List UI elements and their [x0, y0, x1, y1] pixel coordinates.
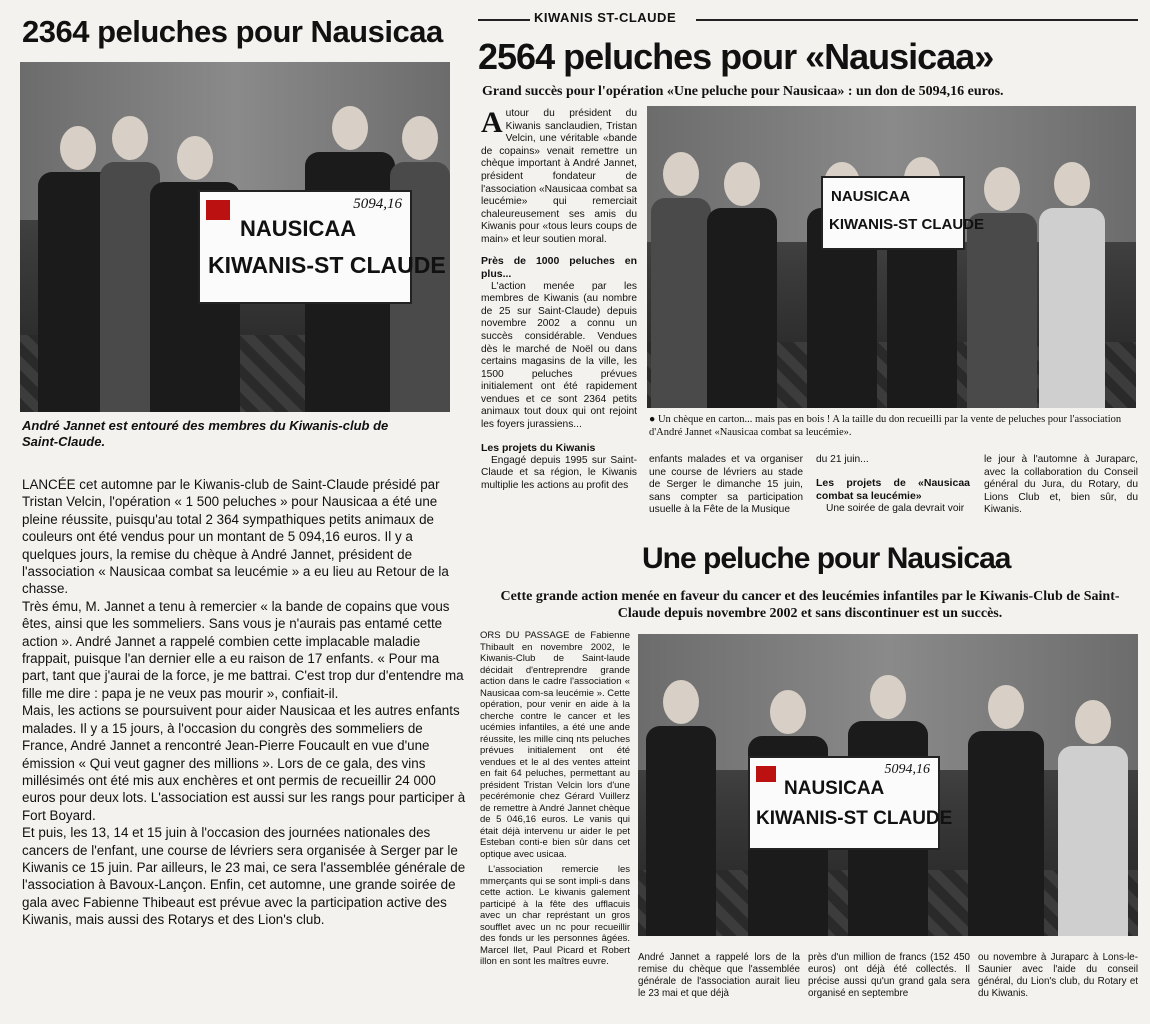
cheque-line1: NAUSICAA [240, 216, 357, 241]
left-photo [20, 62, 450, 412]
paragraph: Et puis, les 13, 14 et 15 juin à l'occasion des journées nationales des cancers de l'enfant, une course de lévriers sera organisée à Serger par le Kiwanis ce 15 juin. Par ailleurs, le 23 mai, ce sera l'assemblée générale de l'association à Bavoux-Lançon. Enfin, cet automne, une grande soirée de gala avec Fabienne Thibeaut est prévue avec la participation active des Kiwanis, mais aussi des Rotarys et des Lion's club. [22, 825, 466, 928]
left-article-title: 2364 peluches pour Nausicaa [22, 14, 443, 49]
paragraph: LANCÉE cet automne par le Kiwanis-club de Saint-Claude présidé par Tristan Velcin, l'opération « 1 500 peluches » pour Nausicaa a été une pleine réussite, puisqu'au total 2 364 sympathiques petits animaux de couleurs ont été vendus pour un montant de 5 094,16 euros. Il y a quelques jours, la remise du chèque à André Jannet, président de l'association « Nausicaa combat sa leucémie » a eu lieu au Retour de la chasse. [22, 477, 449, 597]
person-figure [646, 680, 716, 936]
bottom-caption-col2: près d'un million de francs (152 450 euros) ont déjà été collectés. Il précise aussi qu'un grand gala sera organisé en septembre [808, 952, 970, 999]
left-photo-caption: André Jannet est entouré des membres du Kiwanis-club de Saint-Claude. [22, 418, 389, 449]
bank-logo-icon [206, 200, 230, 220]
top-right-col3: du 21 juin... Les projets de «Nausicaa combat sa leucémie» Une soirée de gala devrait voir [816, 454, 970, 514]
kicker: KIWANIS ST-CLAUDE [534, 10, 677, 25]
top-right-col1: Autour du président du Kiwanis sanclaudien, Tristan Velcin, une véritable «bande de copains» venait remettre un chèque important à André Jannet, président fondateur de l'association «Nausicaa combat sa leucémie» qui remerciait chaleureusement ses amis du Kiwanis pour «tous leurs coups de main» et leur soutien moral. Près de 1000 peluches en plus... L'action menée par les membres de Kiwanis (au nombre de 25 sur Saint-Claude) depuis novembre 2002 a connu un succès considérable. Vendues dès le marché de Noël ou dans certains magasins de la ville, les 1500 peluches prévues initialement ont été rapidement vendues et ce sont 2364 petits animaux tout doux qui ont rejoint les foyers jurassiens... Les projets du Kiwanis Engagé depuis 1995 sur Saint-Claude et sa région, le Kiwanis multiplie les actions au profit des [481, 106, 637, 491]
paragraph: Très ému, M. Jannet a tenu à remercier « la bande de copains que vous êtes, ainsi que les sommeliers. Sans vous je n'aurais pas entamé cette action ». André Jannet a rappelé combien cette implacable maladie frappait, puisque l'an dernier elle a eu raison de 17 enfants. « Pour ma part, tant que j'aurai de la force, je me battrai. C'est trop dur d'entendre ma fille me dire : papa je ne veux pas mourir », confiait-il. [22, 598, 464, 701]
paragraph: Mais, les actions se poursuivent pour aider Nausicaa et les autres enfants malades. Il y a 15 jours, à l'occasion du congrès des sommeliers de France, André Jannet a rencontré Jean-Pierre Foucault en vue d'une émission « Qui veut gagner des millions ». Lors de ce gala, des vins millésimés ont été mis aux enchères et ont permis de recueillir 24 000 euros pour deux lots. L'association est aussi sur les rangs pour participer à Fort Boyard. [22, 703, 466, 823]
bottom-right-photo [638, 634, 1138, 936]
subheading: Les projets du Kiwanis [481, 441, 596, 454]
subheading: Près de 1000 peluches en plus... [481, 254, 637, 280]
bottom-right-text-column: ORS DU PASSAGE de Fabienne Thibault en novembre 2002, le Kiwanis-Club de Saint-laude décidait d'entreprendre grande action dans le cadre l'association « Nausicaa com-sa leucémie ». Cette opération, pour venir en aide à la cherche contre le cancer et les ucémies infantiles, a été une ande réussite, les mille cinq nts peluches prévues initialement ont été vendues et le al des ventes atteint en fait 64 peluches, permettant au président Tristan Velcin lors d'une pecérémonie chez Gérard Vuillerz de remettre à André Jannet chèque de 5 046,16 euros. Le vanis qui était déjà intervenu ur aider le pet Esteban conti-e bien sûr dans cet optique avec usicaa. L'association remercie les mmerçants qui se sont impli-s dans cette action. Le kiwanis galement participé à la fête des ufflacuis avec un char représtant un gros soufflet avec un nc pour recueillir des fonds ur les personnes âgées. Marcel llet, Paul Picard et Robert illon en sont les maîtres euvre. [480, 630, 630, 967]
top-right-col2: enfants malades et va organiser une course de lévriers au stade de Serger le dimanche 15 juin, sans compter sa participation usuelle à la Fête de la Musique [649, 454, 803, 516]
top-right-col4: le jour à l'automne à Juraparc, avec la collaboration du Conseil général du Jura, du Rotary, du Lions Club et, bien sûr, du Kiwanis. [984, 454, 1138, 516]
cheque-line1: NAUSICAA [831, 188, 911, 205]
bottom-caption-col3: ou novembre à Juraparc à Lons-le-Saunier avec l'aide du conseil général, du Lion's club, du Rotary et du Kiwanis. [978, 952, 1138, 999]
bank-logo-icon [756, 766, 776, 782]
kicker-rule [696, 19, 1138, 21]
cheque-amount: 5094,16 [884, 762, 930, 777]
cheque-board [748, 756, 953, 850]
person-figure [651, 152, 711, 408]
top-right-photo-caption: ● Un chèque en carton... mais pas en bois ! A la taille du don recueilli par la vente de peluches pour l'association d'André Jannet «Nausicaa combat sa leucémie». [649, 414, 1122, 438]
cheque-board [198, 190, 446, 304]
subheading: Les projets de «Nausicaa combat sa leucémie» [816, 476, 970, 502]
cheque-line2: KIWANIS-ST CLAUDE [829, 216, 984, 233]
top-right-title: 2564 peluches pour «Nausicaa» [478, 36, 994, 77]
cheque-line2: KIWANIS-ST CLAUDE [756, 808, 953, 829]
top-right-subtitle: Grand succès pour l'opération «Une peluche pour Nausicaa» : un don de 5094,16 euros. [482, 84, 1004, 99]
person-figure [707, 162, 777, 408]
cheque-board [821, 176, 984, 250]
bottom-right-subtitle: Cette grande action menée en faveur du cancer et des leucémies infantiles par le Kiwanis-Club de Saint-Claude depuis novembre 2002 et sans discontinuer est un succès. [500, 589, 1120, 621]
cheque-amount: 5094,16 [353, 196, 402, 212]
left-article-body [22, 476, 466, 929]
person-figure [967, 167, 1037, 408]
kicker-rule [478, 19, 530, 21]
drop-cap: A [481, 106, 503, 139]
cheque-line2: KIWANIS-ST CLAUDE [208, 252, 446, 278]
bottom-caption-col1: André Jannet a rappelé lors de la remise du chèque que l'assemblée générale de l'association aurait lieu le 23 mai et que déjà [638, 952, 800, 999]
bottom-right-title: Une peluche pour Nausicaa [642, 542, 1011, 575]
top-right-photo [647, 106, 1136, 408]
person-figure [968, 685, 1044, 936]
person-figure [1039, 162, 1105, 408]
cheque-line1: NAUSICAA [784, 778, 885, 799]
person-figure [1058, 700, 1128, 936]
